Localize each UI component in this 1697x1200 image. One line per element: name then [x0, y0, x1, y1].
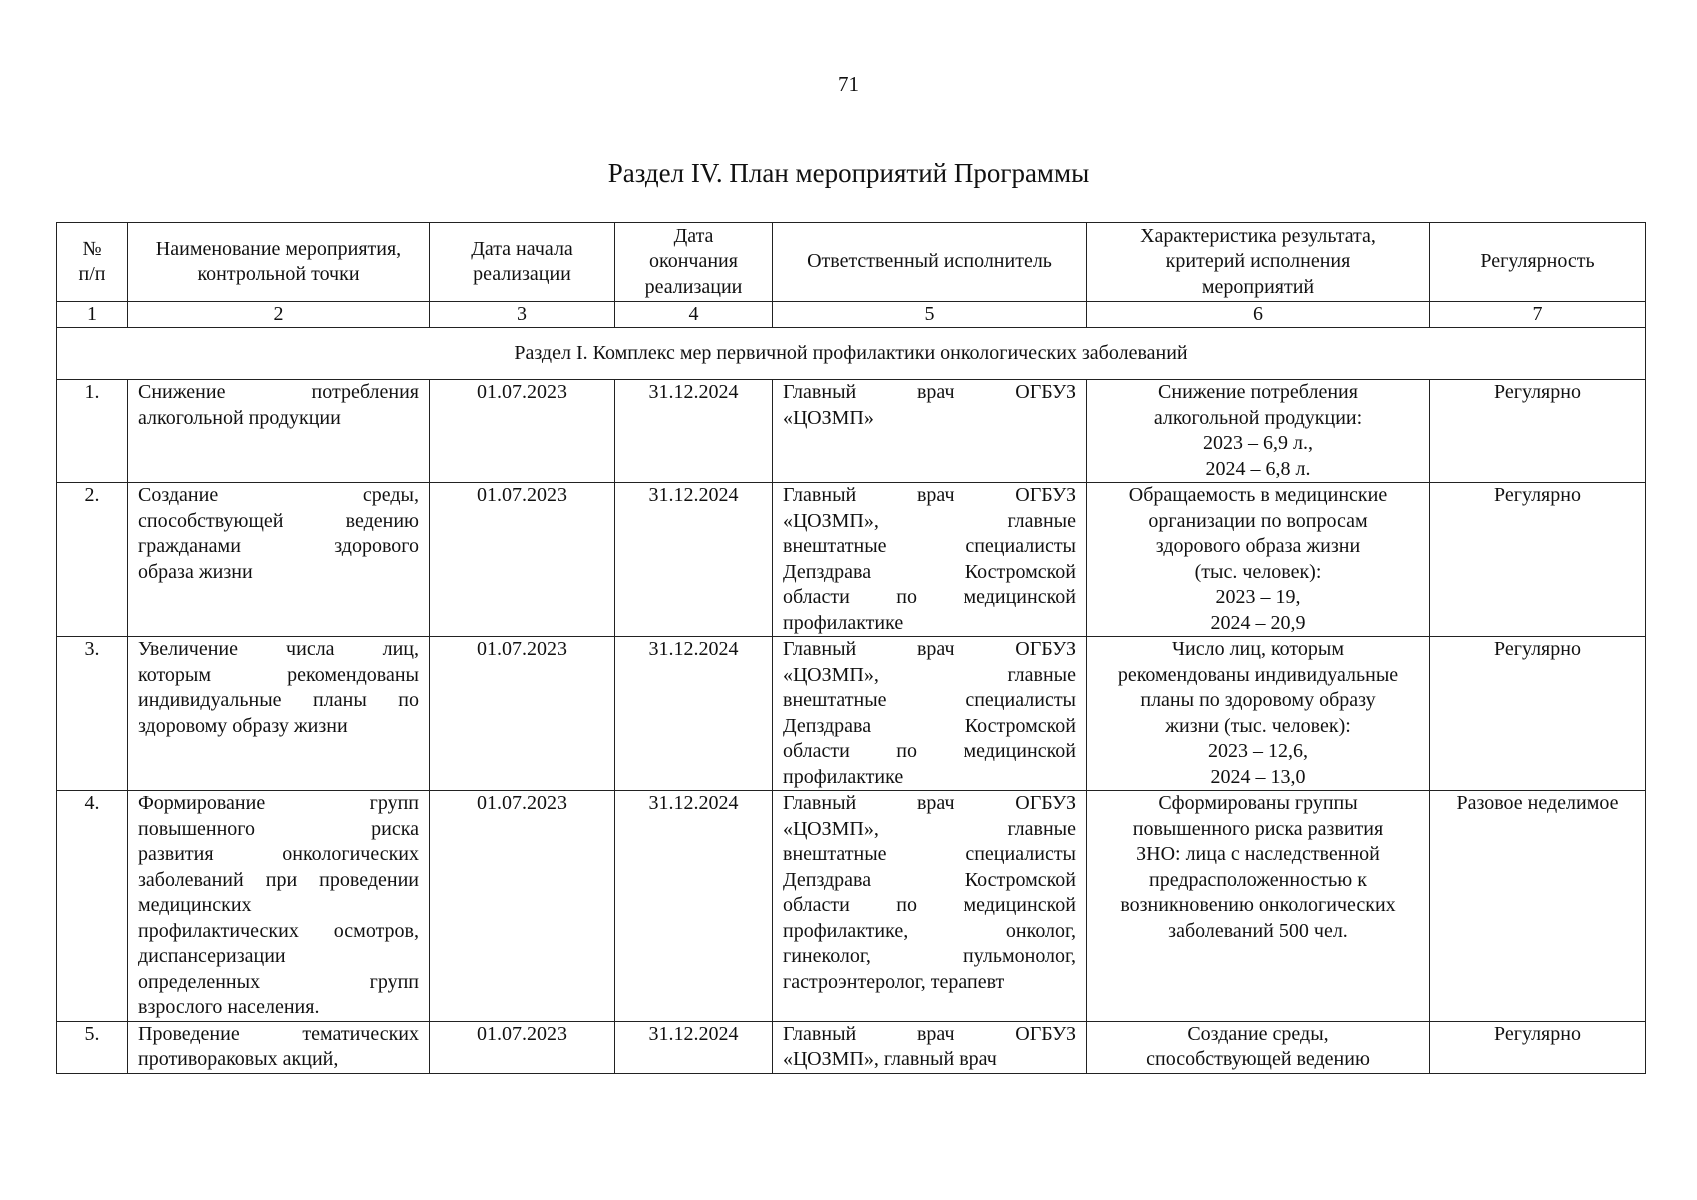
result-description: [1087, 1021, 1430, 1073]
header-end-date: Дата окончания реализации: [615, 223, 773, 302]
responsible-executor-line: области по медицинской: [783, 586, 1076, 608]
event-name-line: Проведение тематических: [138, 1022, 419, 1045]
result-description-line: Снижение потребления: [1158, 381, 1358, 403]
event-name-line: определенных групп: [138, 970, 419, 993]
event-name-line: Снижение потребления: [138, 381, 419, 403]
header-event-name: Наименование мероприятия, контрольной точки: [128, 223, 430, 302]
result-description-line: повышенного риска развития: [1132, 817, 1384, 840]
event-name-line: Создание среды,: [138, 484, 419, 506]
result-description-line: 2024 – 13,0: [1210, 765, 1306, 788]
responsible-executor-line: «ЦОЗМП», главные: [783, 509, 1076, 532]
event-name: [128, 791, 430, 1022]
event-name: [128, 637, 430, 791]
start-date: 01.07.2023: [430, 483, 615, 637]
responsible-executor-line: «ЦОЗМП»: [783, 406, 874, 429]
event-name-line: заболеваний при проведении: [138, 868, 419, 891]
result-description-line: 2023 – 12,6,: [1208, 740, 1308, 762]
table-row: [57, 380, 1646, 483]
event-name-line: медицинских: [138, 894, 252, 916]
event-name-line: повышенного риска: [138, 817, 419, 840]
responsible-executor-line: гинеколог, пульмонолог,: [783, 945, 1076, 967]
responsible-executor: [773, 791, 1087, 1022]
event-name-line: образа жизни: [138, 560, 253, 583]
column-number: 3: [430, 302, 615, 328]
result-description-line: ЗНО: лица с наследственной: [1136, 843, 1380, 865]
table-header-row: [57, 223, 1646, 302]
row-number: 3.: [57, 637, 128, 791]
event-name-line: развития онкологических: [138, 843, 419, 865]
result-description-line: организации по вопросам: [1148, 509, 1368, 532]
result-description-line: (тыс. человек):: [1194, 560, 1322, 583]
result-description-line: 2023 – 19,: [1215, 586, 1301, 608]
header-start-date: Дата начала реализации: [430, 223, 615, 302]
event-name: [128, 483, 430, 637]
end-date: 31.12.2024: [615, 637, 773, 791]
start-date: 01.07.2023: [430, 637, 615, 791]
event-name-line: индивидуальные планы по: [138, 689, 419, 711]
event-name: [128, 1021, 430, 1073]
start-date: 01.07.2023: [430, 380, 615, 483]
result-description-line: 2023 – 6,9 л.,: [1203, 432, 1313, 454]
column-number: 1: [57, 302, 128, 328]
result-description-line: Создание среды,: [1187, 1022, 1329, 1045]
event-name-line: способствующей ведению: [138, 509, 419, 532]
regularity: Регулярно: [1430, 483, 1646, 637]
result-description-line: 2024 – 6,8 л.: [1205, 457, 1311, 480]
row-number: 2.: [57, 483, 128, 637]
result-description: [1087, 483, 1430, 637]
result-description-line: предрасположенностью к: [1149, 868, 1367, 891]
responsible-executor-line: области по медицинской: [783, 894, 1076, 916]
result-description-line: возникновению онкологических: [1120, 894, 1396, 916]
result-description-line: Обращаемость в медицинские: [1128, 484, 1388, 506]
event-name-line: диспансеризации: [138, 945, 286, 967]
header-executor: Ответственный исполнитель: [773, 223, 1087, 302]
result-description-line: Сформированы группы: [1158, 792, 1358, 814]
end-date: 31.12.2024: [615, 483, 773, 637]
responsible-executor-line: профилактике, онколог,: [783, 919, 1076, 942]
result-description-line: 2024 – 20,9: [1210, 611, 1306, 634]
result-description: [1087, 380, 1430, 483]
header-result: Характеристика результата, критерий исполнения мероприятий: [1087, 223, 1430, 302]
event-name-line: противораковых акций,: [138, 1048, 339, 1070]
responsible-executor-line: «ЦОЗМП», главный врач: [783, 1048, 997, 1070]
result-description-line: способствующей ведению: [1146, 1048, 1370, 1070]
responsible-executor: [773, 380, 1087, 483]
regularity: Регулярно: [1430, 380, 1646, 483]
result-description-line: жизни (тыс. человек):: [1165, 714, 1351, 737]
header-number: № п/п: [57, 223, 128, 302]
result-description-line: заболеваний 500 чел.: [1168, 919, 1348, 942]
responsible-executor-line: Депздрава Костромской: [783, 868, 1076, 891]
regularity: Регулярно: [1430, 1021, 1646, 1073]
row-number: 4.: [57, 791, 128, 1022]
page-number: 71: [838, 72, 859, 96]
responsible-executor-line: Главный врач ОГБУЗ: [783, 484, 1076, 506]
header-regularity: Регулярность: [1430, 223, 1646, 302]
end-date: 31.12.2024: [615, 791, 773, 1022]
event-name-line: профилактических осмотров,: [138, 919, 419, 942]
responsible-executor-line: «ЦОЗМП», главные: [783, 663, 1076, 686]
table-row: [57, 791, 1646, 1022]
responsible-executor-line: Главный врач ОГБУЗ: [783, 1022, 1076, 1045]
event-name-line: гражданами здорового: [138, 535, 419, 557]
responsible-executor-line: внештатные специалисты: [783, 843, 1076, 865]
responsible-executor-line: внештатные специалисты: [783, 689, 1076, 711]
responsible-executor-line: профилактике: [783, 611, 904, 634]
responsible-executor-line: Главный врач ОГБУЗ: [783, 792, 1076, 814]
responsible-executor-line: Депздрава Костромской: [783, 560, 1076, 583]
start-date: 01.07.2023: [430, 1021, 615, 1073]
event-name-line: Увеличение числа лиц,: [138, 638, 419, 660]
result-description: [1087, 637, 1430, 791]
responsible-executor-line: Депздрава Костромской: [783, 714, 1076, 737]
section-title: Раздел IV. План мероприятий Программы: [607, 158, 1090, 188]
table-row: [57, 483, 1646, 637]
row-number: 5.: [57, 1021, 128, 1073]
table-row: [57, 1021, 1646, 1073]
responsible-executor: [773, 637, 1087, 791]
row-number: 1.: [57, 380, 128, 483]
subsection-title: Раздел I. Комплекс мер первичной профилактики онкологических заболеваний: [57, 328, 1646, 380]
result-description-line: рекомендованы индивидуальные: [1117, 663, 1399, 686]
column-number: 6: [1087, 302, 1430, 328]
end-date: 31.12.2024: [615, 380, 773, 483]
regularity: Разовое неделимое: [1430, 791, 1646, 1022]
responsible-executor-line: внештатные специалисты: [783, 535, 1076, 557]
event-name-line: взрослого населения.: [138, 996, 320, 1018]
column-number: 4: [615, 302, 773, 328]
column-number: 7: [1430, 302, 1646, 328]
result-description-line: здорового образа жизни: [1155, 535, 1361, 557]
event-name-line: здоровому образу жизни: [138, 714, 348, 737]
result-description: [1087, 791, 1430, 1022]
regularity: Регулярно: [1430, 637, 1646, 791]
responsible-executor-line: «ЦОЗМП», главные: [783, 817, 1076, 840]
table-row: [57, 637, 1646, 791]
responsible-executor-line: Главный врач ОГБУЗ: [783, 638, 1076, 660]
responsible-executor: [773, 1021, 1087, 1073]
event-name-line: алкогольной продукции: [138, 406, 341, 429]
column-number-row: [57, 302, 1646, 328]
responsible-executor-line: гастроэнтеролог, терапевт: [783, 970, 1005, 993]
result-description-line: Число лиц, которым: [1172, 638, 1344, 660]
responsible-executor-line: Главный врач ОГБУЗ: [783, 381, 1076, 403]
result-description-line: алкогольной продукции:: [1153, 406, 1363, 429]
event-name: [128, 380, 430, 483]
responsible-executor: [773, 483, 1087, 637]
event-name-line: Формирование групп: [138, 792, 419, 814]
end-date: 31.12.2024: [615, 1021, 773, 1073]
events-plan-table: [56, 222, 1646, 1074]
subsection-row: [57, 328, 1646, 380]
column-number: 5: [773, 302, 1087, 328]
event-name-line: которым рекомендованы: [138, 663, 419, 686]
responsible-executor-line: области по медицинской: [783, 740, 1076, 762]
result-description-line: планы по здоровому образу: [1140, 689, 1376, 711]
column-number: 2: [128, 302, 430, 328]
start-date: 01.07.2023: [430, 791, 615, 1022]
responsible-executor-line: профилактике: [783, 765, 904, 788]
